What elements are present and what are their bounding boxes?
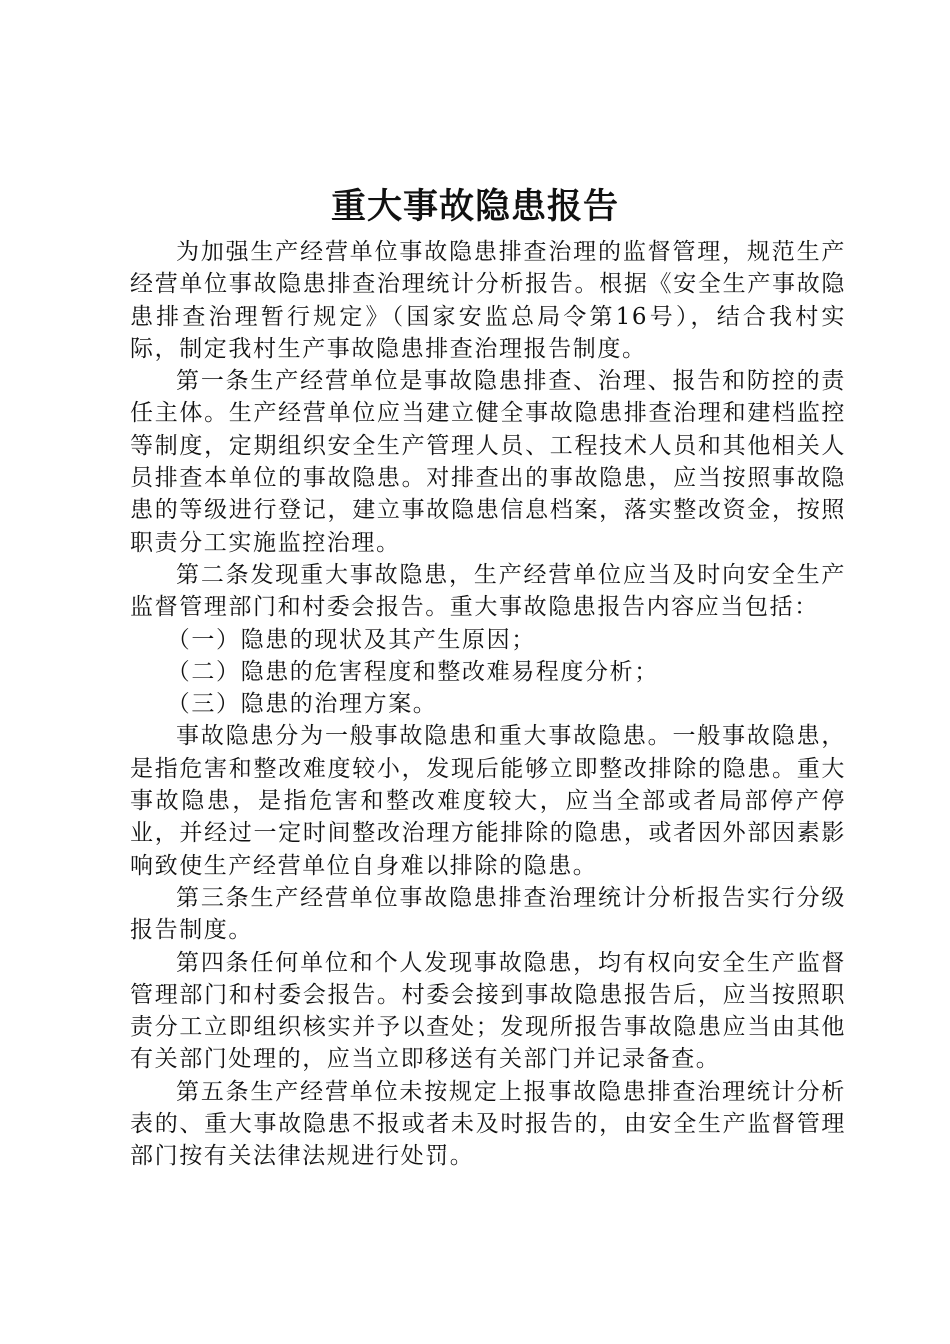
article-1-paragraph: 第一条生产经营单位是事故隐患排查、治理、报告和防控的责任主体。生产经营单位应当建立健全事故隐患排查治理和建档监控等制度，定期组织安全生产管理人员、工程技术人员和其他相关人员排查本单位的事故隐患。对排查出的事故隐患，应当按照事故隐患的等级进行登记，建立事故隐患信息档案，落实整改资金，按照职责分工实施监控治理。: [130, 368, 846, 556]
document-title: 重大事故隐患报告: [330, 187, 619, 227]
hazard-definition-paragraph: 事故隐患分为一般事故隐患和重大事故隐患。一般事故隐患，是指危害和整改难度较小，发现后能够立即整改排除的隐患。重大事故隐患，是指危害和整改难度较大，应当全部或者局部停产停业，并经过一定时间整改治理方能排除的隐患，或者因外部因素影响致使生产经营单位自身难以排除的隐患。: [130, 723, 846, 879]
article-3-paragraph: 第三条生产经营单位事故隐患排查治理统计分析报告实行分级报告制度。: [130, 884, 846, 944]
document-body: [130, 236, 846, 1173]
report-item-2: （二）隐患的危害程度和整改难易程度分析；: [166, 658, 659, 685]
intro-paragraph: 为加强生产经营单位事故隐患排查治理的监督管理，规范生产经营单位事故隐患排查治理统计分析报告。根据《安全生产事故隐患排查治理暂行规定》（国家安监总局令第16号），结合我村实际，制定我村生产事故隐患排查治理报告制度。: [130, 239, 846, 362]
article-4-paragraph: 第四条任何单位和个人发现事故隐患，均有权向安全生产监督管理部门和村委会报告。村委会接到事故隐患报告后，应当按照职责分工立即组织核实并予以查处；发现所报告事故隐患应当由其他有关部门处理的，应当立即移送有关部门并记录备查。: [130, 949, 846, 1073]
article-2-paragraph: 第二条发现重大事故隐患，生产经营单位应当及时向安全生产监督管理部门和村委会报告。重大事故隐患报告内容应当包括：: [130, 561, 846, 621]
article-5-paragraph: 第五条生产经营单位未按规定上报事故隐患排查治理统计分析表的、重大事故隐患不报或者未及时报告的，由安全生产监督管理部门按有关法律法规进行处罚。: [130, 1078, 846, 1170]
report-item-1: （一）隐患的现状及其产生原因；: [166, 626, 536, 653]
report-item-3: （三）隐患的治理方案。: [166, 691, 438, 718]
